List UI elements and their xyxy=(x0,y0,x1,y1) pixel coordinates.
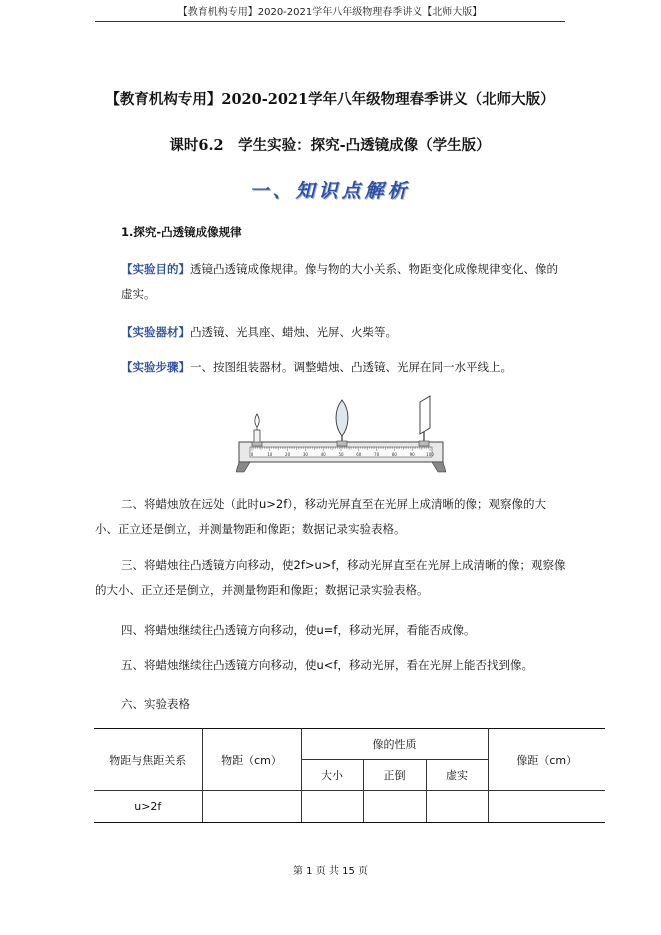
scale-tick-label: 30 xyxy=(302,452,308,457)
header-relation: 物距与焦距关系 xyxy=(94,729,202,791)
scale-tick-label: 100 xyxy=(426,452,434,457)
scale-tick-label: 10 xyxy=(267,452,273,457)
scale-tick-label: 70 xyxy=(374,452,380,457)
scale-tick-label: 40 xyxy=(320,452,326,457)
cell-relation: u>2f xyxy=(94,791,202,823)
header-size: 大小 xyxy=(301,760,363,791)
experiment-table xyxy=(94,728,605,823)
header-image-nature: 像的性质 xyxy=(301,729,488,760)
light-screen xyxy=(419,396,430,446)
scale-tick-label: 0 xyxy=(250,452,254,457)
cell-object-distance xyxy=(202,791,301,823)
aim-text: 透镜凸透镜成像规律。像与物的大小关系、物距变化成像规律变化、像的虚实。 xyxy=(121,262,558,301)
scale-tick-label: 90 xyxy=(409,452,415,457)
cell-image-distance xyxy=(488,791,605,823)
steps-paragraph xyxy=(121,355,567,380)
candle xyxy=(252,414,262,446)
header-object-distance: 物距（cm） xyxy=(202,729,301,791)
steps-tag: 【实验步骤】 xyxy=(121,360,190,374)
header-image-distance: 像距（cm） xyxy=(488,729,605,791)
materials-tag: 【实验器材】 xyxy=(121,325,190,339)
aim-tag: 【实验目的】 xyxy=(121,262,190,276)
optical-bench-diagram xyxy=(236,392,446,474)
cell-size xyxy=(301,791,363,823)
step-two: 二、将蜡烛放在远处（此时u>2f），移动光屏直至在光屏上成清晰的像；观察像的大小、正立还是倒立，并测量物距和像距；数据记录实验表格。 xyxy=(95,497,547,536)
header-real-virtual: 虚实 xyxy=(426,760,488,791)
running-header: 【教育机构专用】2020-2021学年八年级物理春季讲义【北师大版】 xyxy=(177,7,483,18)
table-row xyxy=(94,791,605,823)
cell-orientation xyxy=(363,791,426,823)
page-footer: 第 1 页 共 15 页 xyxy=(293,866,368,877)
step-six: 六、实验表格 xyxy=(121,697,190,711)
bench-leg-left xyxy=(236,462,250,472)
materials-paragraph xyxy=(121,320,567,345)
header-divider xyxy=(95,21,565,22)
scale-tick-label: 60 xyxy=(356,452,362,457)
scale-tick-label: 80 xyxy=(391,452,397,457)
convex-lens xyxy=(336,400,348,446)
steps-text: 一、按图组装器材。调整蜡烛、凸透镜、光屏在同一水平线上。 xyxy=(190,360,512,374)
scale-tick-label: 50 xyxy=(338,452,344,457)
cell-real-virtual xyxy=(426,791,488,823)
step-three: 三、将蜡烛往凸透镜方向移动，使2f>u>f，移动光屏直至在光屏上成清晰的像；观察像的大小、正立还是倒立，并测量物距和像距；数据记录实验表格。 xyxy=(95,558,566,597)
step-four: 四、将蜡烛继续往凸透镜方向移动，使u=f，移动光屏，看能否成像。 xyxy=(121,623,476,637)
document-title: 【教育机构专用】2020-2021学年八年级物理春季讲义（北师大版） xyxy=(105,91,555,108)
bench-leg-right xyxy=(432,462,446,472)
aim-paragraph xyxy=(121,257,567,307)
header-orientation: 正倒 xyxy=(363,760,426,791)
lesson-title: 课时6.2 学生实验：探究-凸透镜成像（学生版） xyxy=(169,137,491,154)
step-five: 五、将蜡烛继续往凸透镜方向移动，使u<f，移动光屏，看在光屏上能否找到像。 xyxy=(121,658,533,672)
materials-text: 凸透镜、光具座、蜡烛、光屏、火柴等。 xyxy=(190,325,397,339)
subsection-heading: 1.探究-凸透镜成像规律 xyxy=(121,225,242,239)
scale-tick-label: 20 xyxy=(285,452,291,457)
section-heading: 一、知识点解析 xyxy=(249,180,411,202)
